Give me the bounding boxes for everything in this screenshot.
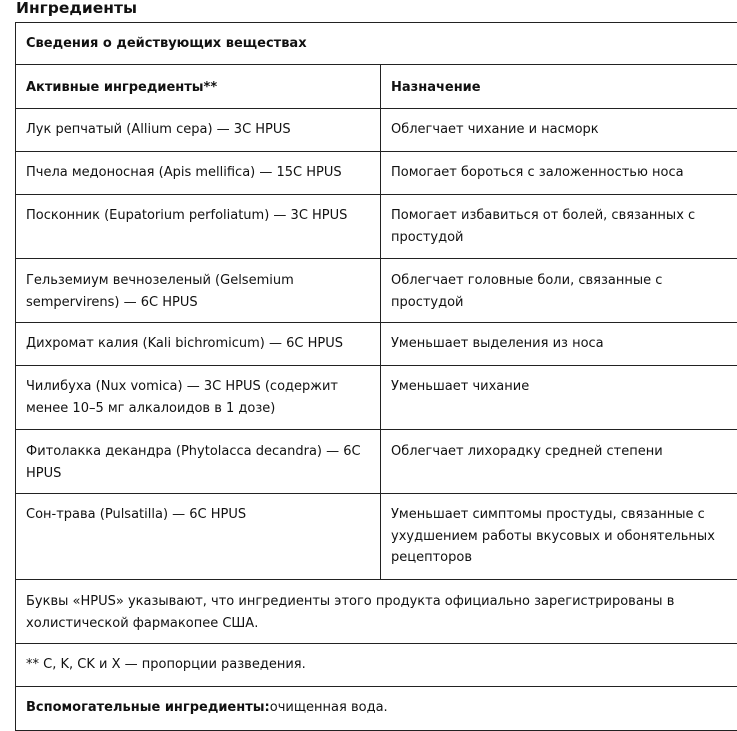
column-header-ingredient: Активные ингредиенты** [16, 65, 381, 109]
hpus-note: Буквы «HPUS» указывают, что ингредиенты этого продукта официально зарегистрированы в холистической фармакопее США. [16, 580, 737, 644]
table-row [16, 366, 737, 430]
section-title: Сведения о действующих веществах [16, 23, 737, 65]
table-header-row [16, 65, 737, 109]
inactive-ingredients-label: Вспомогательные ингредиенты: [26, 700, 270, 715]
table-row [16, 152, 737, 195]
dilution-note-row [16, 644, 737, 687]
ingredient-cell: Посконник (Eupatorium perfoliatum) — 3C HPUS [16, 195, 381, 259]
table-row [16, 259, 737, 323]
ingredient-cell: Гельземиум вечнозеленый (Gelsemium sempervirens) — 6C HPUS [16, 259, 381, 323]
table-row [16, 323, 737, 366]
inactive-ingredients-value: очищенная вода. [270, 700, 388, 715]
ingredient-cell: Чилибуха (Nux vomica) — 3C HPUS (содержит менее 10–5 мг алкалоидов в 1 дозе) [16, 366, 381, 430]
table-row [16, 195, 737, 259]
purpose-cell: Облегчает лихорадку средней степени [381, 430, 737, 494]
hpus-note-row [16, 580, 737, 644]
ingredient-cell: Дихромат калия (Kali bichromicum) — 6C HPUS [16, 323, 381, 366]
dilution-note: ** C, K, CK и X — пропорции разведения. [16, 644, 737, 687]
purpose-cell: Помогает избавиться от болей, связанных с простудой [381, 195, 737, 259]
purpose-cell: Уменьшает чихание [381, 366, 737, 430]
purpose-cell: Помогает бороться с заложенностью носа [381, 152, 737, 195]
purpose-cell: Облегчает головные боли, связанные с простудой [381, 259, 737, 323]
column-header-purpose: Назначение [381, 65, 737, 109]
ingredient-cell: Сон-трава (Pulsatilla) — 6C HPUS [16, 494, 381, 580]
purpose-cell: Уменьшает выделения из носа [381, 323, 737, 366]
ingredient-cell: Лук репчатый (Allium cepa) — 3C HPUS [16, 109, 381, 152]
table-row [16, 109, 737, 152]
inactive-ingredients [16, 687, 737, 731]
purpose-cell: Облегчает чихание и насморк [381, 109, 737, 152]
ingredient-cell: Пчела медоносная (Apis mellifica) — 15C HPUS [16, 152, 381, 195]
section-row [16, 23, 737, 65]
ingredients-heading: Ингредиенты [16, 0, 137, 19]
purpose-cell: Уменьшает симптомы простуды, связанные с ухудшением работы вкусовых и обонятельных рецепторов [381, 494, 737, 580]
ingredient-cell: Фитолакка декандра (Phytolacca decandra) — 6C HPUS [16, 430, 381, 494]
inactive-ingredients-row [16, 687, 737, 731]
table-row [16, 494, 737, 580]
drug-facts-table [15, 22, 737, 731]
table-row [16, 430, 737, 494]
